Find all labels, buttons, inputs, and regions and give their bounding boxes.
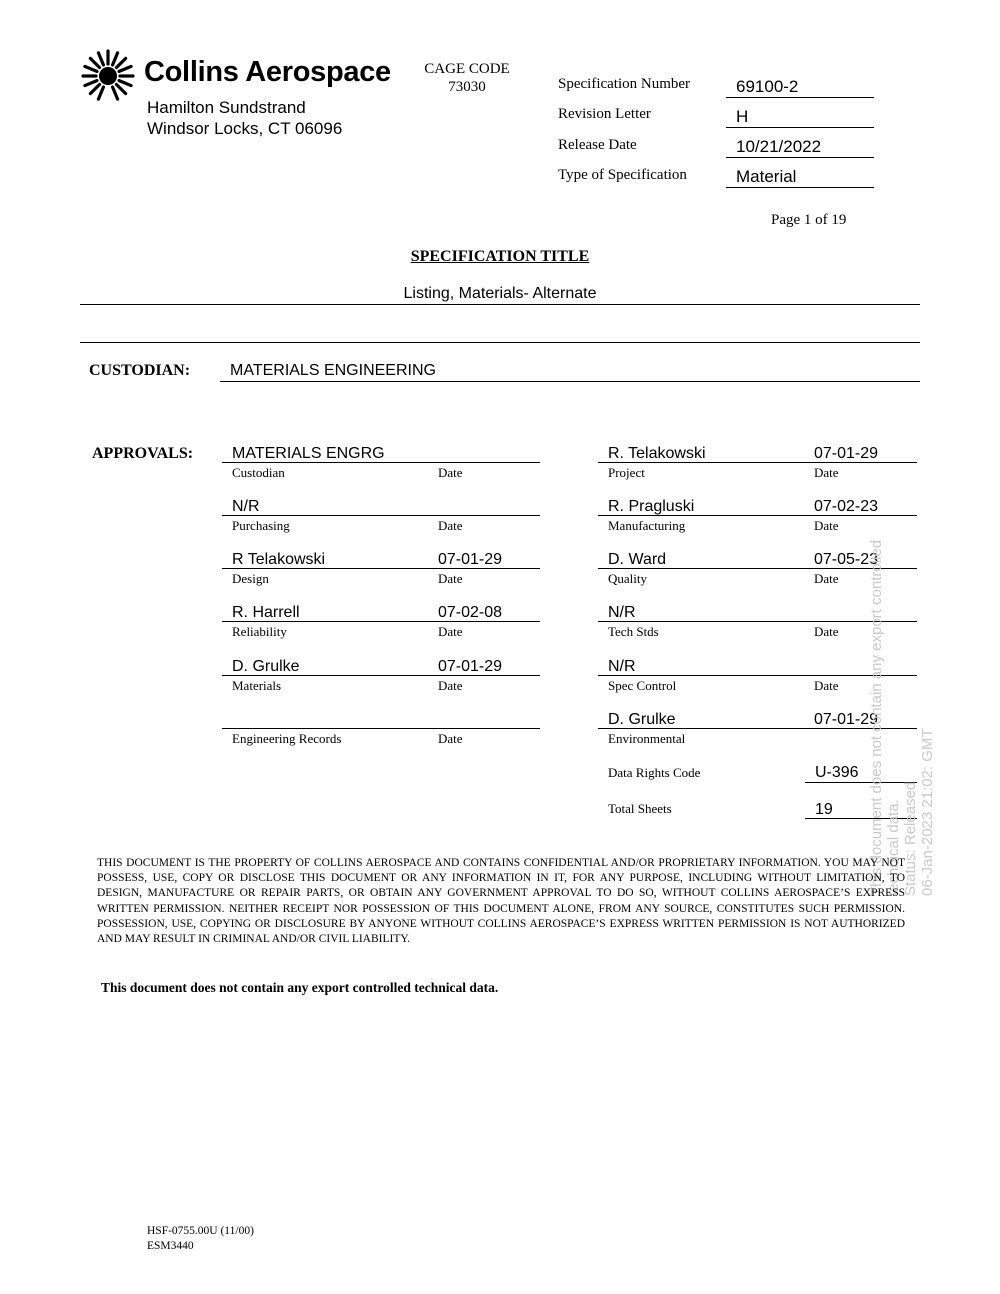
approval-name: N/R xyxy=(232,498,260,515)
address-line-2: Windsor Locks, CT 06096 xyxy=(147,119,343,138)
approval-date: 07-02-23 xyxy=(814,498,879,515)
spec-type-value: Material xyxy=(726,166,874,188)
revision-letter-label: Revision Letter xyxy=(558,106,651,122)
title-second-line xyxy=(80,342,920,343)
data-rights-value: U-396 xyxy=(815,764,859,781)
approval-line xyxy=(222,462,540,463)
approval-custodian xyxy=(222,445,542,485)
cage-code-value: 73030 xyxy=(448,79,486,95)
approval-name: R. Harrell xyxy=(232,604,300,621)
approval-engineering-records xyxy=(222,711,542,751)
approval-date-caption: Date xyxy=(814,465,839,480)
spec-number-label: Specification Number xyxy=(558,76,691,92)
specification-title-heading: SPECIFICATION TITLE xyxy=(410,248,590,265)
cage-code xyxy=(407,60,527,96)
approval-role: Design xyxy=(232,571,269,586)
page-indicator: Page 1 of 19 xyxy=(771,212,847,228)
custodian-value: MATERIALS ENGINEERING xyxy=(230,362,436,379)
approval-role: Purchasing xyxy=(232,518,290,533)
approval-name: N/R xyxy=(608,604,636,621)
release-date-value: 10/21/2022 xyxy=(726,136,874,158)
approval-reliability xyxy=(222,604,542,644)
release-date-label: Release Date xyxy=(558,137,637,153)
approval-line xyxy=(222,515,540,516)
approval-role: Custodian xyxy=(232,465,285,480)
approval-line xyxy=(222,675,540,676)
approval-purchasing xyxy=(222,498,542,538)
title-underline xyxy=(80,304,920,305)
form-footer xyxy=(147,1224,254,1254)
approval-role: Manufacturing xyxy=(608,518,686,533)
custodian-label: CUSTODIAN: xyxy=(89,362,191,379)
approval-date-caption: Date xyxy=(438,678,463,693)
approvals-label: APPROVALS: xyxy=(92,445,194,462)
approval-date-caption: Date xyxy=(814,518,839,533)
company-logo xyxy=(80,48,400,104)
approval-design xyxy=(222,551,542,591)
form-number: HSF-0755.00U (11/00) xyxy=(147,1225,254,1237)
approval-line xyxy=(222,621,540,622)
approval-date-caption: Date xyxy=(438,518,463,533)
approval-date-caption: Date xyxy=(814,678,839,693)
watermark-line-4: 06-Jan-2023 21:02: GMT xyxy=(919,728,936,896)
approval-role: Tech Stds xyxy=(608,624,659,639)
approval-date: 07-01-29 xyxy=(814,445,879,462)
spec-number-value: 69100-2 xyxy=(726,76,874,98)
address-line-1: Hamilton Sundstrand xyxy=(147,98,306,117)
approval-role: Environmental xyxy=(608,731,686,746)
approval-role: Spec Control xyxy=(608,678,677,693)
watermark-line-3: Status: Released xyxy=(902,781,919,896)
custodian-underline xyxy=(220,381,920,382)
approval-name: D. Grulke xyxy=(608,711,676,728)
approval-date-caption: Date xyxy=(814,624,839,639)
approval-role: Project xyxy=(608,465,645,480)
company-address xyxy=(147,97,342,139)
status-watermark xyxy=(868,540,936,896)
approval-date-caption: Date xyxy=(438,624,463,639)
approval-date: 07-01-29 xyxy=(814,711,879,728)
approval-manufacturing xyxy=(598,498,918,538)
spec-type-label: Type of Specification xyxy=(558,167,687,183)
approval-role: Engineering Records xyxy=(232,731,342,746)
data-rights-label: Data Rights Code xyxy=(608,765,701,780)
approval-role: Materials xyxy=(232,678,282,693)
approval-role: Reliability xyxy=(232,624,287,639)
approval-name: MATERIALS ENGRG xyxy=(232,445,385,462)
approval-date-caption: Date xyxy=(814,571,839,586)
watermark-line-1: This document does not contain any export controlled xyxy=(868,539,885,896)
revision-letter-value: H xyxy=(726,106,874,128)
approval-date-caption: Date xyxy=(438,731,463,746)
approval-materials xyxy=(222,658,542,698)
total-sheets-label: Total Sheets xyxy=(608,801,672,816)
approval-project xyxy=(598,445,918,485)
approval-date-caption: Date xyxy=(438,465,463,480)
approval-name: R. Telakowski xyxy=(608,445,706,462)
export-statement: This document does not contain any export controlled technical data. xyxy=(101,980,499,995)
approval-line xyxy=(598,515,917,516)
total-sheets-value: 19 xyxy=(815,801,833,818)
approval-date: 07-02-08 xyxy=(438,604,503,621)
approval-line xyxy=(222,568,540,569)
approval-date: 07-01-29 xyxy=(438,551,503,568)
approval-role: Quality xyxy=(608,571,647,586)
sunburst-logo-icon xyxy=(80,48,136,104)
esm-number: ESM3440 xyxy=(147,1240,194,1252)
approval-line xyxy=(222,728,540,729)
approval-name: R. Pragluski xyxy=(608,498,695,515)
approval-name: R Telakowski xyxy=(232,551,326,568)
approval-name: N/R xyxy=(608,658,636,675)
approval-line xyxy=(598,462,917,463)
approval-name: D. Grulke xyxy=(232,658,300,675)
specification-title-value: Listing, Materials- Alternate xyxy=(403,285,597,302)
approval-date: 07-05-23 xyxy=(814,551,879,568)
proprietary-notice: THIS DOCUMENT IS THE PROPERTY OF COLLINS AEROSPACE AND CONTAINS CONFIDENTIAL AND/OR PROPRIETARY INFORMATION. YOU MAY NOT POSSESS, USE, COPY OR DISCLOSE THIS DOCUMENT OR ANY INFORMATION IN IT, FOR ANY PURPOSE, INCLUDING WITHOUT LIMITATION, TO DESIGN, MANUFACTURE OR REPAIR PARTS, OR OBTAIN ANY GOVERNMENT APPROVAL TO DO SO, WITHOUT COLLINS AEROSPACE’S EXPRESS WRITTEN PERMISSION. NEITHER RECEIPT NOR POSSESSION OF THIS DOCUMENT ALONE, FROM ANY SOURCE, CONSTITUTES SUCH PERMISSION. POSSESSION, USE, COPYING OR DISCLOSURE BY ANYONE WITHOUT COLLINS AEROSPACE’S EXPRESS WRITTEN PERMISSION IS NOT AUTHORIZED AND MAY RESULT IN CRIMINAL AND/OR CIVIL LIABILITY. xyxy=(97,857,905,946)
cage-code-label: CAGE CODE xyxy=(424,61,510,77)
brand-name: Collins Aerospace xyxy=(144,56,391,88)
approval-name: D. Ward xyxy=(608,551,667,568)
watermark-line-2: technical data. xyxy=(885,799,902,896)
approval-date: 07-01-29 xyxy=(438,658,503,675)
approval-date-caption: Date xyxy=(438,571,463,586)
